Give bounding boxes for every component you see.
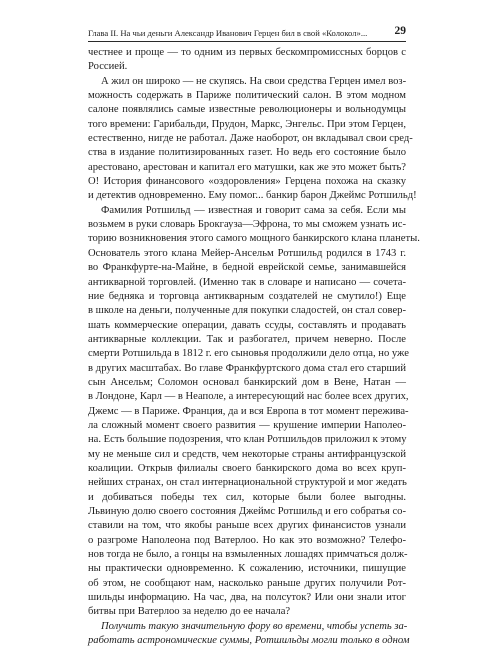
text-line: салоне появлялись самые известные революционеры и вольнодумцы [88,104,406,116]
text-line: Россией. [88,61,128,73]
text-line: в школе на деньги, полученные для покупки сладостей, он стал совер- [88,305,406,317]
text-line: ставили на том, что якобы раньше всех других финансистов узнали [88,520,406,532]
text-line: во Франкфурте-на-Майне, в бедной еврейской семье, занимавшейся [88,262,406,274]
text-line: битвы при Ватерлоо за неделю до ее начала? [88,606,291,618]
text-line: ства в издание политизированных газет. Но ведь его состояние было [88,147,406,159]
text-line: естественно, нигде не работал. Даже наоборот, он вкладывал свои сред- [88,133,413,145]
text-line: Львиную долю своего состояния Джеймс Ротшильд и его собратья со- [88,506,406,517]
text-line: А жил он широко — не скупясь. На свои средства Герцен имел воз- [101,75,407,87]
text-line: ла сложный момент своего развития — крушение империи Наполео- [88,419,406,431]
text-line: торию возникновения этого самого мощного банкирского клана планеты. [88,233,420,245]
text-line: му не меньше сил и средств, чем некоторые страны антифранцузской [88,448,406,460]
text-line: ние бедняка и торговца антикварным создателей не смутило!) Еще [88,290,406,302]
body-text [88,46,420,647]
text-line: сын Ансельм; Соломон основал банкирский дом в Вене, Натан — [88,376,406,388]
page-number: 29 [394,25,406,37]
text-line: смерти Ротшильда в 1812 г. его сыновья продолжили дело отца, но уже [88,348,409,360]
text-line: О! История финансового «оздоровления» Герцена похожа на сказку [88,176,406,188]
text-line: нов тогда не было, а гонцы на взмыленных лошадях примчаться долж- [88,549,408,561]
text-line: антикварной торговлей. (Именно так в словаре и написано — сочета- [88,276,406,288]
text-line: можность содержать в Париже политический салон. В этом модном [88,90,406,102]
text-line: об этом, не сообщают нам, насколько раньше других получили Рот- [88,577,406,589]
text-line: Получить такую значительную фору во времени, чтобы успеть за- [101,620,408,632]
text-line: возьмем в руки словарь Брокгауза—Эфрона, то мы сможем узнать ис- [88,219,406,231]
text-line: нейших странах, он стал интернациональной структурой и мог жедать [88,477,407,489]
text-line: и детектив одновременно. Ему помог... банкир барон Джеймс Ротшильд! [88,190,417,202]
text-line: того времени: Гарибальди, Прудон, Маркс, Энгельс. При этом Герцен, [88,118,406,130]
text-line: в Лондоне, Карл — в Неаполе, а интересующий нас более всех других, [88,391,409,403]
text-line: на. Есть большие подозрения, что клан Ротшильдов приложил к этому [88,434,407,446]
text-line: работать астрономические суммы, Ротшильды могли только в одном [88,635,410,647]
text-line: антикварные коллекции. Так и разбогател, причем неверно. После [88,333,406,345]
page-header [88,25,406,42]
running-title: Глава II. На чьи деньги Александр Иванович Герцен бил в свой «Колокол»... [88,28,368,38]
text-line: коалиции. Открыв филиалы своего банкирского дома во всех круп- [88,462,406,474]
text-line: Основатель этого клана Мейер-Ансельм Ротшильд родился в 1743 г. [88,247,406,259]
text-line: честнее и проще — то одним из первых бескомпромиссных борцов с [88,47,406,58]
text-line: шать коммерческие операции, давать ссуды, составлять и продавать [88,319,406,331]
text-line: и добиваться победы тех сил, которые были более выгодны. [88,491,406,503]
text-line: в других масштабах. Во главе Франкфуртского дома стал его старший [88,362,406,374]
text-line: ны практически одновременно. К сожалению, источники, пишущие [88,563,406,575]
text-line: Фамилия Ротшильд — известная и говорит сама за себя. Если мы [101,204,406,216]
text-line: о разгроме Наполеона под Ватерлоо. Но как это возможно? Телефо- [88,534,406,546]
text-line: шильды информацию. На час, два, на полсуток? Или они знали итог [88,592,406,604]
text-line: Джемс — в Париже. Франция, да и вся Европа в тот момент пережива- [88,405,409,417]
text-line: арестовано, арестован и капитал его матушки, как же это может быть? [88,161,406,173]
